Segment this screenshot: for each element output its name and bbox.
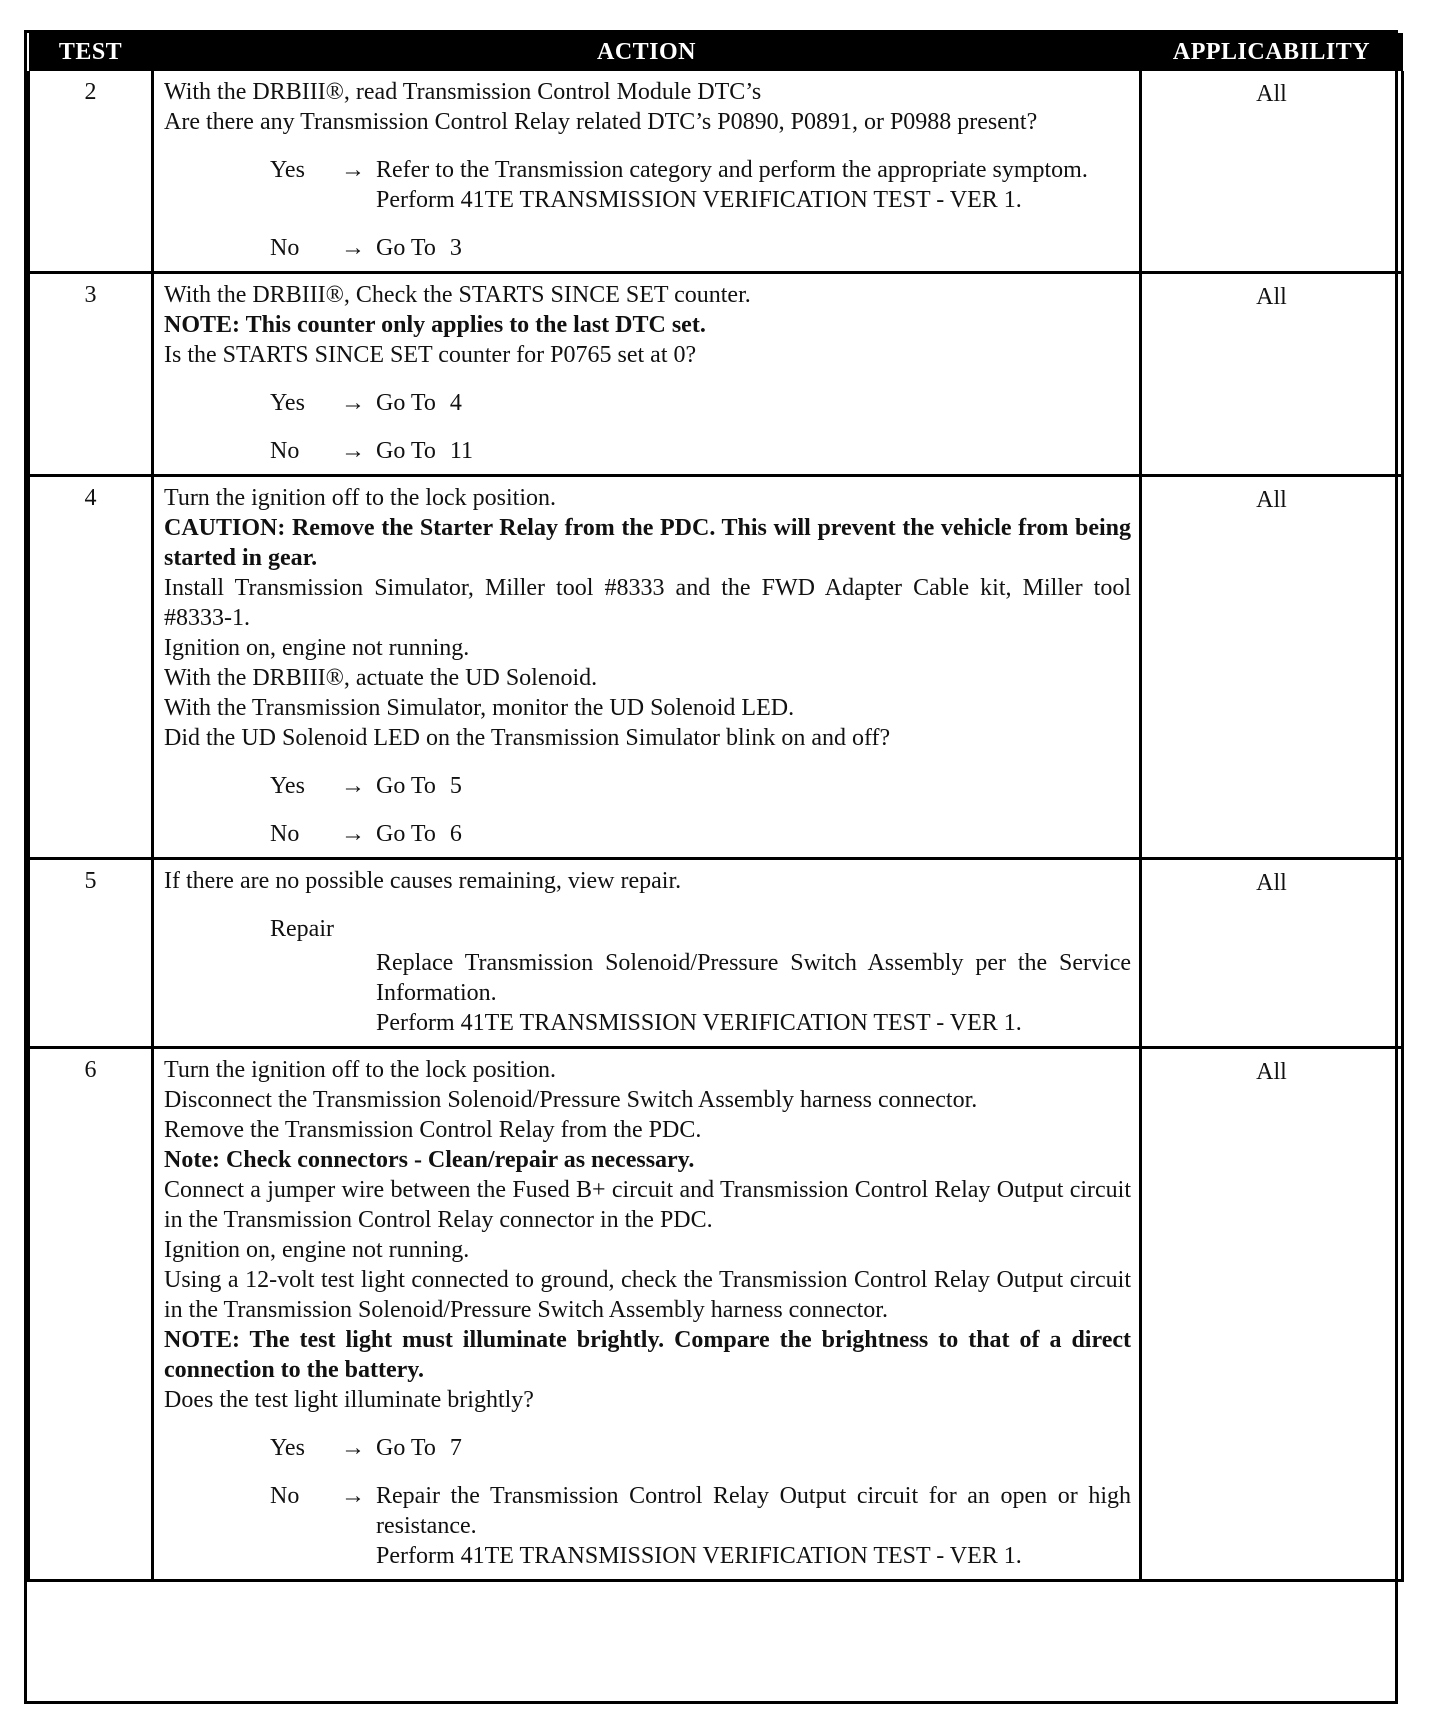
instruction-text: Connect a jumper wire between the Fused B+ circuit and Transmission Control Relay Output circuit in the Transmission Control Relay connector in the PDC. [164,1177,1131,1233]
goto-target: 11 [449,438,473,464]
instruction-text: Did the UD Solenoid LED on the Transmission Simulator blink on and off? [164,725,891,751]
goto-target: 5 [449,773,462,799]
instruction-text: Turn the ignition off to the lock position. [164,485,557,511]
goto-target: 4 [449,390,462,416]
goto-label: Go To [376,1435,436,1461]
arrow-icon: → [341,821,365,847]
note-text: CAUTION: Remove the Starter Relay from the PDC. This will prevent the vehicle from being started in gear. [164,515,1131,571]
table-row [29,273,1403,476]
arrow-icon: → [341,773,365,799]
result-line: Repair the Transmission Control Relay Output circuit for an open or high resistance. [376,1483,1131,1539]
arrow-icon: → [341,438,365,464]
repair-label: Repair [270,916,334,942]
no-result [376,233,1131,263]
yes-result [376,388,1131,418]
repair-block [270,914,1131,1038]
action-cell [153,1048,1141,1581]
arrow-icon: → [341,1483,365,1509]
header-test: TEST [29,33,153,71]
arrow-icon: → [341,235,365,261]
yes-branch [270,388,1131,418]
no-label: No [270,1483,300,1509]
instruction-text: Turn the ignition off to the lock position. [164,1057,557,1083]
no-result [376,436,1131,466]
instruction-text: With the DRBIII®, read Transmission Control Module DTC’s [164,79,762,105]
yes-result [376,1433,1131,1463]
test-number: 5 [29,859,153,1048]
yes-result [376,155,1131,215]
goto-label: Go To [376,821,436,847]
instruction-text: Install Transmission Simulator, Miller tool #8333 and the FWD Adapter Cable kit, Miller tool #8333-1. [164,575,1131,631]
test-number: 4 [29,476,153,859]
no-branch [270,436,1131,466]
header-action: ACTION [153,33,1141,71]
table-row [29,859,1403,1048]
instruction-text: If there are no possible causes remaining, view repair. [164,868,682,894]
instruction-text: Ignition on, engine not running. [164,635,470,661]
goto-label: Go To [376,773,436,799]
instruction-text: Does the test light illuminate brightly? [164,1387,534,1413]
yes-label: Yes [270,773,305,799]
no-result [376,819,1131,849]
diagnostic-test-table [24,30,1398,1704]
instruction-text: Remove the Transmission Control Relay from the PDC. [164,1117,702,1143]
goto-label: Go To [376,235,436,261]
action-cell [153,71,1141,273]
repair-line: Replace Transmission Solenoid/Pressure Switch Assembly per the Service Information. [376,950,1131,1006]
action-cell [153,859,1141,1048]
header-applicability: APPLICABILITY [1141,33,1403,71]
table-row [29,1048,1403,1581]
instruction-text: Using a 12-volt test light connected to ground, check the Transmission Control Relay Output circuit in the Transmission Solenoid/Pressure Switch Assembly harness connector. [164,1267,1131,1323]
applicability-value: All [1141,1048,1403,1581]
note-text: NOTE: This counter only applies to the last DTC set. [164,312,706,338]
note-text: Note: Check connectors - Clean/repair as necessary. [164,1147,695,1173]
arrow-icon: → [341,1435,365,1461]
result-line: Perform 41TE TRANSMISSION VERIFICATION TEST - VER 1. [376,187,1022,213]
note-text: NOTE: The test light must illuminate brightly. Compare the brightness to that of a direct connection to the battery. [164,1327,1131,1383]
instruction-text: With the DRBIII®, actuate the UD Solenoid. [164,665,598,691]
applicability-value: All [1141,859,1403,1048]
yes-branch [270,1433,1131,1463]
no-branch [270,819,1131,849]
goto-label: Go To [376,438,436,464]
instruction-text: With the DRBIII®, Check the STARTS SINCE SET counter. [164,282,751,308]
no-label: No [270,821,300,847]
no-result [376,1481,1131,1571]
instruction-text: Disconnect the Transmission Solenoid/Pressure Switch Assembly harness connector. [164,1087,978,1113]
instruction-text: Ignition on, engine not running. [164,1237,470,1263]
arrow-icon: → [341,157,365,183]
goto-target: 7 [449,1435,462,1461]
arrow-icon: → [341,390,365,416]
no-branch [270,1481,1131,1571]
yes-branch [270,155,1131,215]
yes-label: Yes [270,157,305,183]
no-branch [270,233,1131,263]
test-number: 6 [29,1048,153,1581]
goto-target: 3 [449,235,462,261]
header-row [29,33,1403,71]
table-row [29,71,1403,273]
goto-label: Go To [376,390,436,416]
applicability-value: All [1141,476,1403,859]
instruction-text: Is the STARTS SINCE SET counter for P0765 set at 0? [164,342,697,368]
goto-target: 6 [449,821,462,847]
repair-body [376,948,1131,1038]
no-label: No [270,235,300,261]
yes-label: Yes [270,1435,305,1461]
result-line: Perform 41TE TRANSMISSION VERIFICATION TEST - VER 1. [376,1543,1022,1569]
action-cell [153,476,1141,859]
repair-line: Perform 41TE TRANSMISSION VERIFICATION TEST - VER 1. [376,1010,1022,1036]
test-number: 2 [29,71,153,273]
result-line: Refer to the Transmission category and perform the appropriate symptom. [376,157,1088,183]
test-table [27,33,1404,1582]
yes-result [376,771,1131,801]
yes-branch [270,771,1131,801]
applicability-value: All [1141,71,1403,273]
table-body [29,71,1403,1581]
test-number: 3 [29,273,153,476]
action-cell [153,273,1141,476]
instruction-text: Are there any Transmission Control Relay related DTC’s P0890, P0891, or P0988 present? [164,109,1038,135]
applicability-value: All [1141,273,1403,476]
instruction-text: With the Transmission Simulator, monitor the UD Solenoid LED. [164,695,795,721]
yes-label: Yes [270,390,305,416]
table-row [29,476,1403,859]
no-label: No [270,438,300,464]
